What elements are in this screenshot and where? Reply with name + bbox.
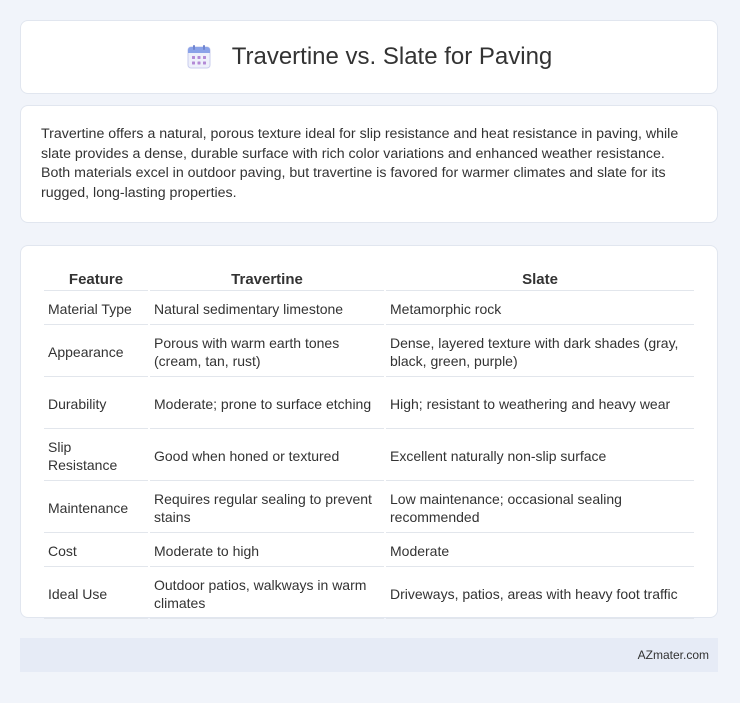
calendar-icon [186,44,212,70]
travertine-cell: Porous with warm earth tones (cream, tan, rust) [150,327,384,377]
header-travertine: Travertine [150,268,384,291]
table-row [44,293,694,325]
travertine-cell: Natural sedimentary limestone [150,293,384,325]
slate-cell: Metamorphic rock [386,293,694,325]
feature-cell: Maintenance [44,483,148,533]
feature-cell: Durability [44,379,148,429]
footer-site-link[interactable]: AZmater.com [637,648,709,662]
page-title: Travertine vs. Slate for Paving [231,43,553,70]
slate-cell: Driveways, patios, areas with heavy foot traffic [386,569,694,619]
table-row [44,483,694,533]
slate-cell: Dense, layered texture with dark shades (gray, black, green, purple) [386,327,694,377]
slate-cell: Excellent naturally non-slip surface [386,431,694,481]
slate-cell: High; resistant to weathering and heavy wear [386,379,694,429]
intro-card [20,105,718,223]
table-row [44,535,694,567]
feature-cell: Slip Resistance [44,431,148,481]
table-row [44,431,694,481]
travertine-cell: Requires regular sealing to prevent stains [150,483,384,533]
footer [20,638,718,672]
table-row [44,569,694,619]
slate-cell: Moderate [386,535,694,567]
header-feature: Feature [44,268,148,291]
intro-text: Travertine offers a natural, porous texture ideal for slip resistance and heat resistance in paving, while slate provides a dense, durable surface with rich color variations and enhanced weather resistance. Both materials excel in outdoor paving, but travertine is favored for warmer climates and slate for its rugged, long-lasting properties. [41,126,679,201]
table-header-row [44,268,694,291]
comparison-table [42,266,696,621]
comparison-table-card [20,245,718,618]
slate-cell: Low maintenance; occasional sealing recommended [386,483,694,533]
travertine-cell: Moderate; prone to surface etching [150,379,384,429]
table-row [44,327,694,377]
feature-cell: Cost [44,535,148,567]
feature-cell: Material Type [44,293,148,325]
travertine-cell: Good when honed or textured [150,431,384,481]
header-slate: Slate [386,268,694,291]
title-card [20,20,718,94]
table-row [44,379,694,429]
feature-cell: Ideal Use [44,569,148,619]
travertine-cell: Outdoor patios, walkways in warm climates [150,569,384,619]
feature-cell: Appearance [44,327,148,377]
travertine-cell: Moderate to high [150,535,384,567]
